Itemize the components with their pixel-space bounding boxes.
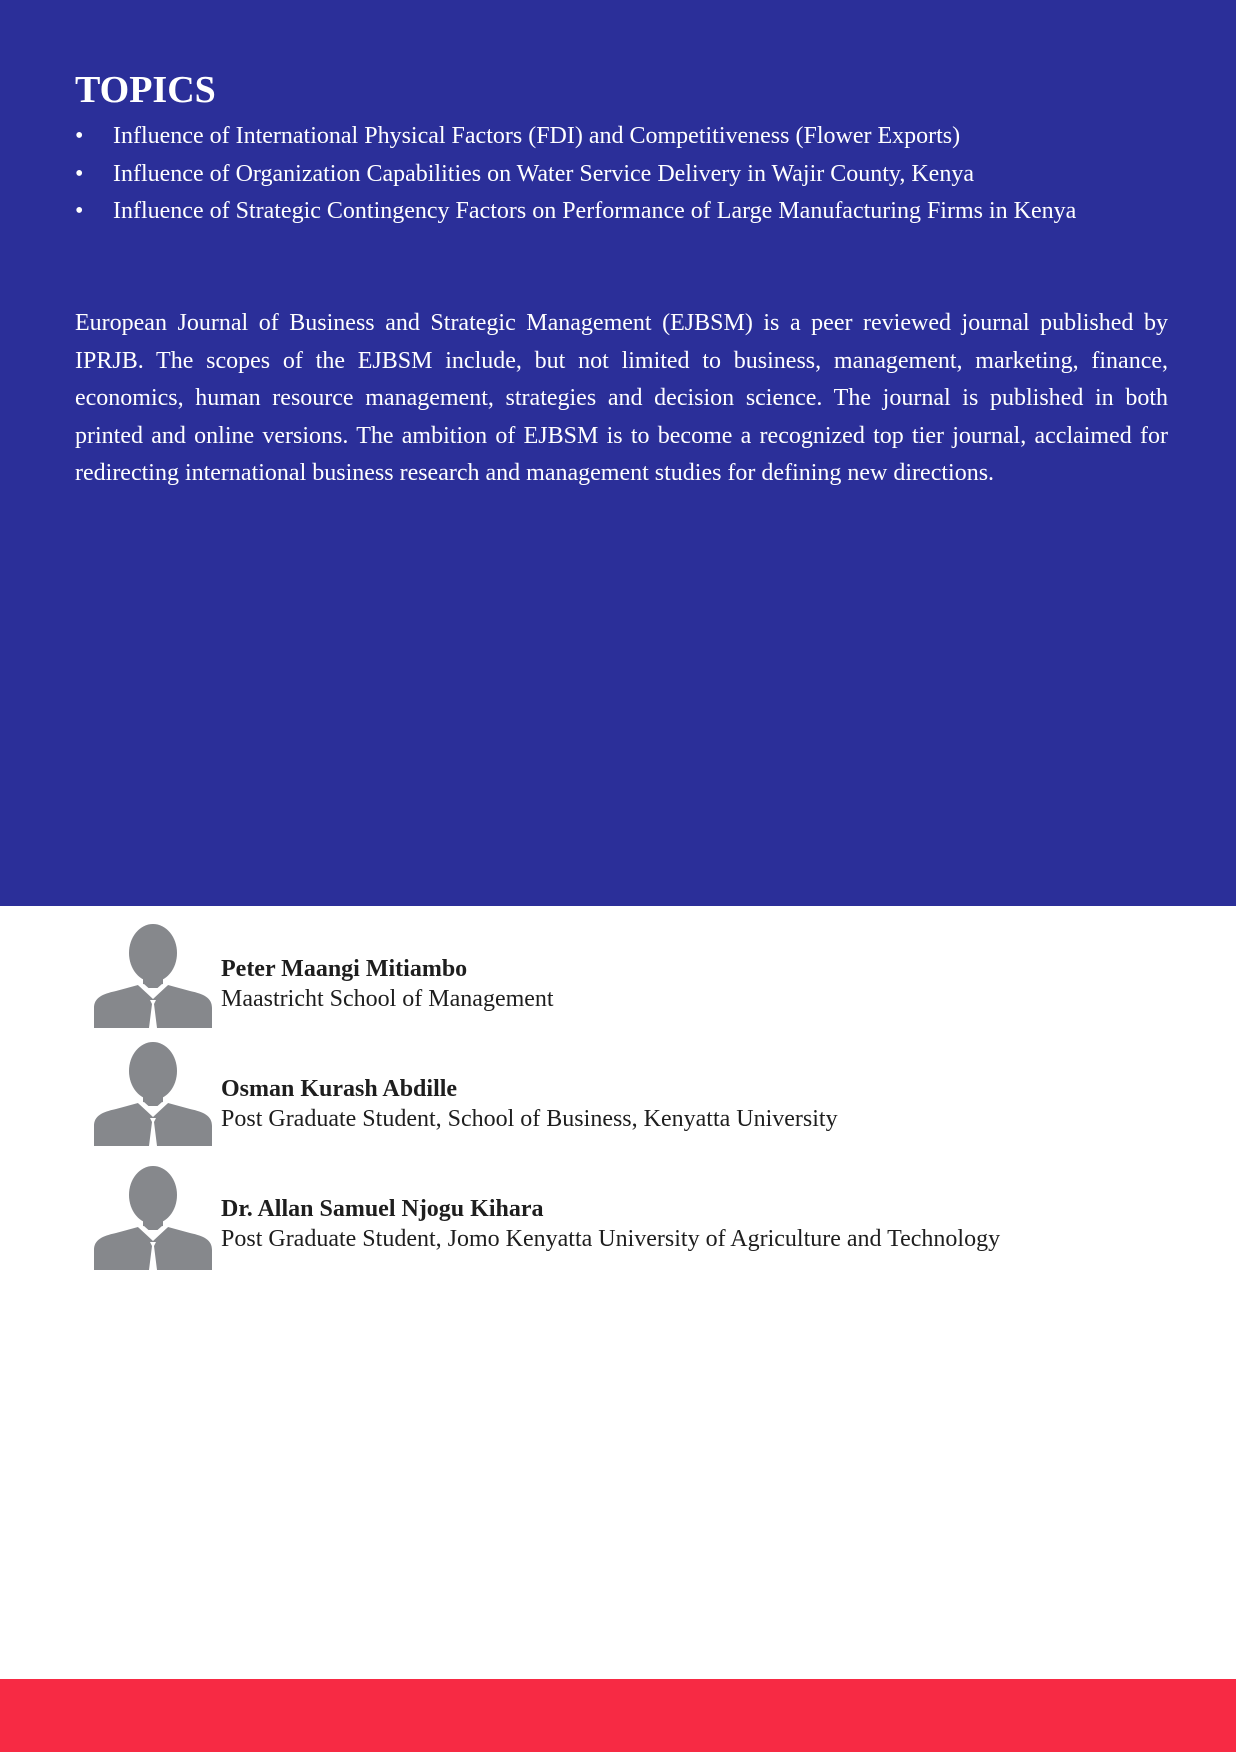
author-name: Peter Maangi Mitiambo [221, 956, 468, 982]
author-affiliation: Post Graduate Student, School of Business, Kenyatta University [221, 1106, 838, 1132]
bullet-icon: • [75, 198, 84, 224]
bullet-icon: • [75, 160, 84, 187]
author-info [221, 1074, 838, 1134]
topics-heading: TOPICS [75, 69, 216, 111]
author-name: Dr. Allan Samuel Njogu Kihara [221, 1196, 544, 1222]
topic-text: Influence of International Physical Factors (FDI) and Competitiveness (Flower Exports) [113, 123, 961, 149]
author-info [221, 954, 554, 1014]
footer-bar [0, 1679, 1236, 1752]
bullet-icon: • [75, 123, 84, 149]
journal-description: European Journal of Business and Strategic Management (EJBSM) is a peer reviewed journal published by IPRJB. The scopes of the EJBSM include, but not limited to business, management, marketing, finance, economics, human resource management, strategies and decision science. The journal is published in both printed and online versions. The ambition of EJBSM is to become a recognized top tier journal, acclaimed for redirecting international business research and management studies for defining new directions. [75, 310, 1168, 486]
person-silhouette-icon [94, 920, 212, 1028]
person-silhouette-icon [94, 1162, 212, 1270]
topic-item [75, 193, 1175, 231]
topic-item [75, 118, 1175, 156]
author-card [0, 1162, 1236, 1282]
topics-list [75, 118, 1175, 231]
topic-item [75, 156, 1175, 194]
author-card [0, 920, 1236, 1040]
author-card [0, 1038, 1236, 1158]
author-affiliation: Maastricht School of Management [221, 986, 554, 1012]
author-name: Osman Kurash Abdille [221, 1076, 458, 1102]
person-silhouette-icon [94, 1038, 212, 1146]
topic-text: Influence of Organization Capabilities on Water Service Delivery in Wajir County, Kenya [113, 160, 974, 187]
author-info [221, 1194, 1000, 1254]
topic-text: Influence of Strategic Contingency Factors on Performance of Large Manufacturing Firms in Kenya [113, 198, 1077, 224]
author-affiliation: Post Graduate Student, Jomo Kenyatta University of Agriculture and Technology [221, 1226, 1001, 1252]
